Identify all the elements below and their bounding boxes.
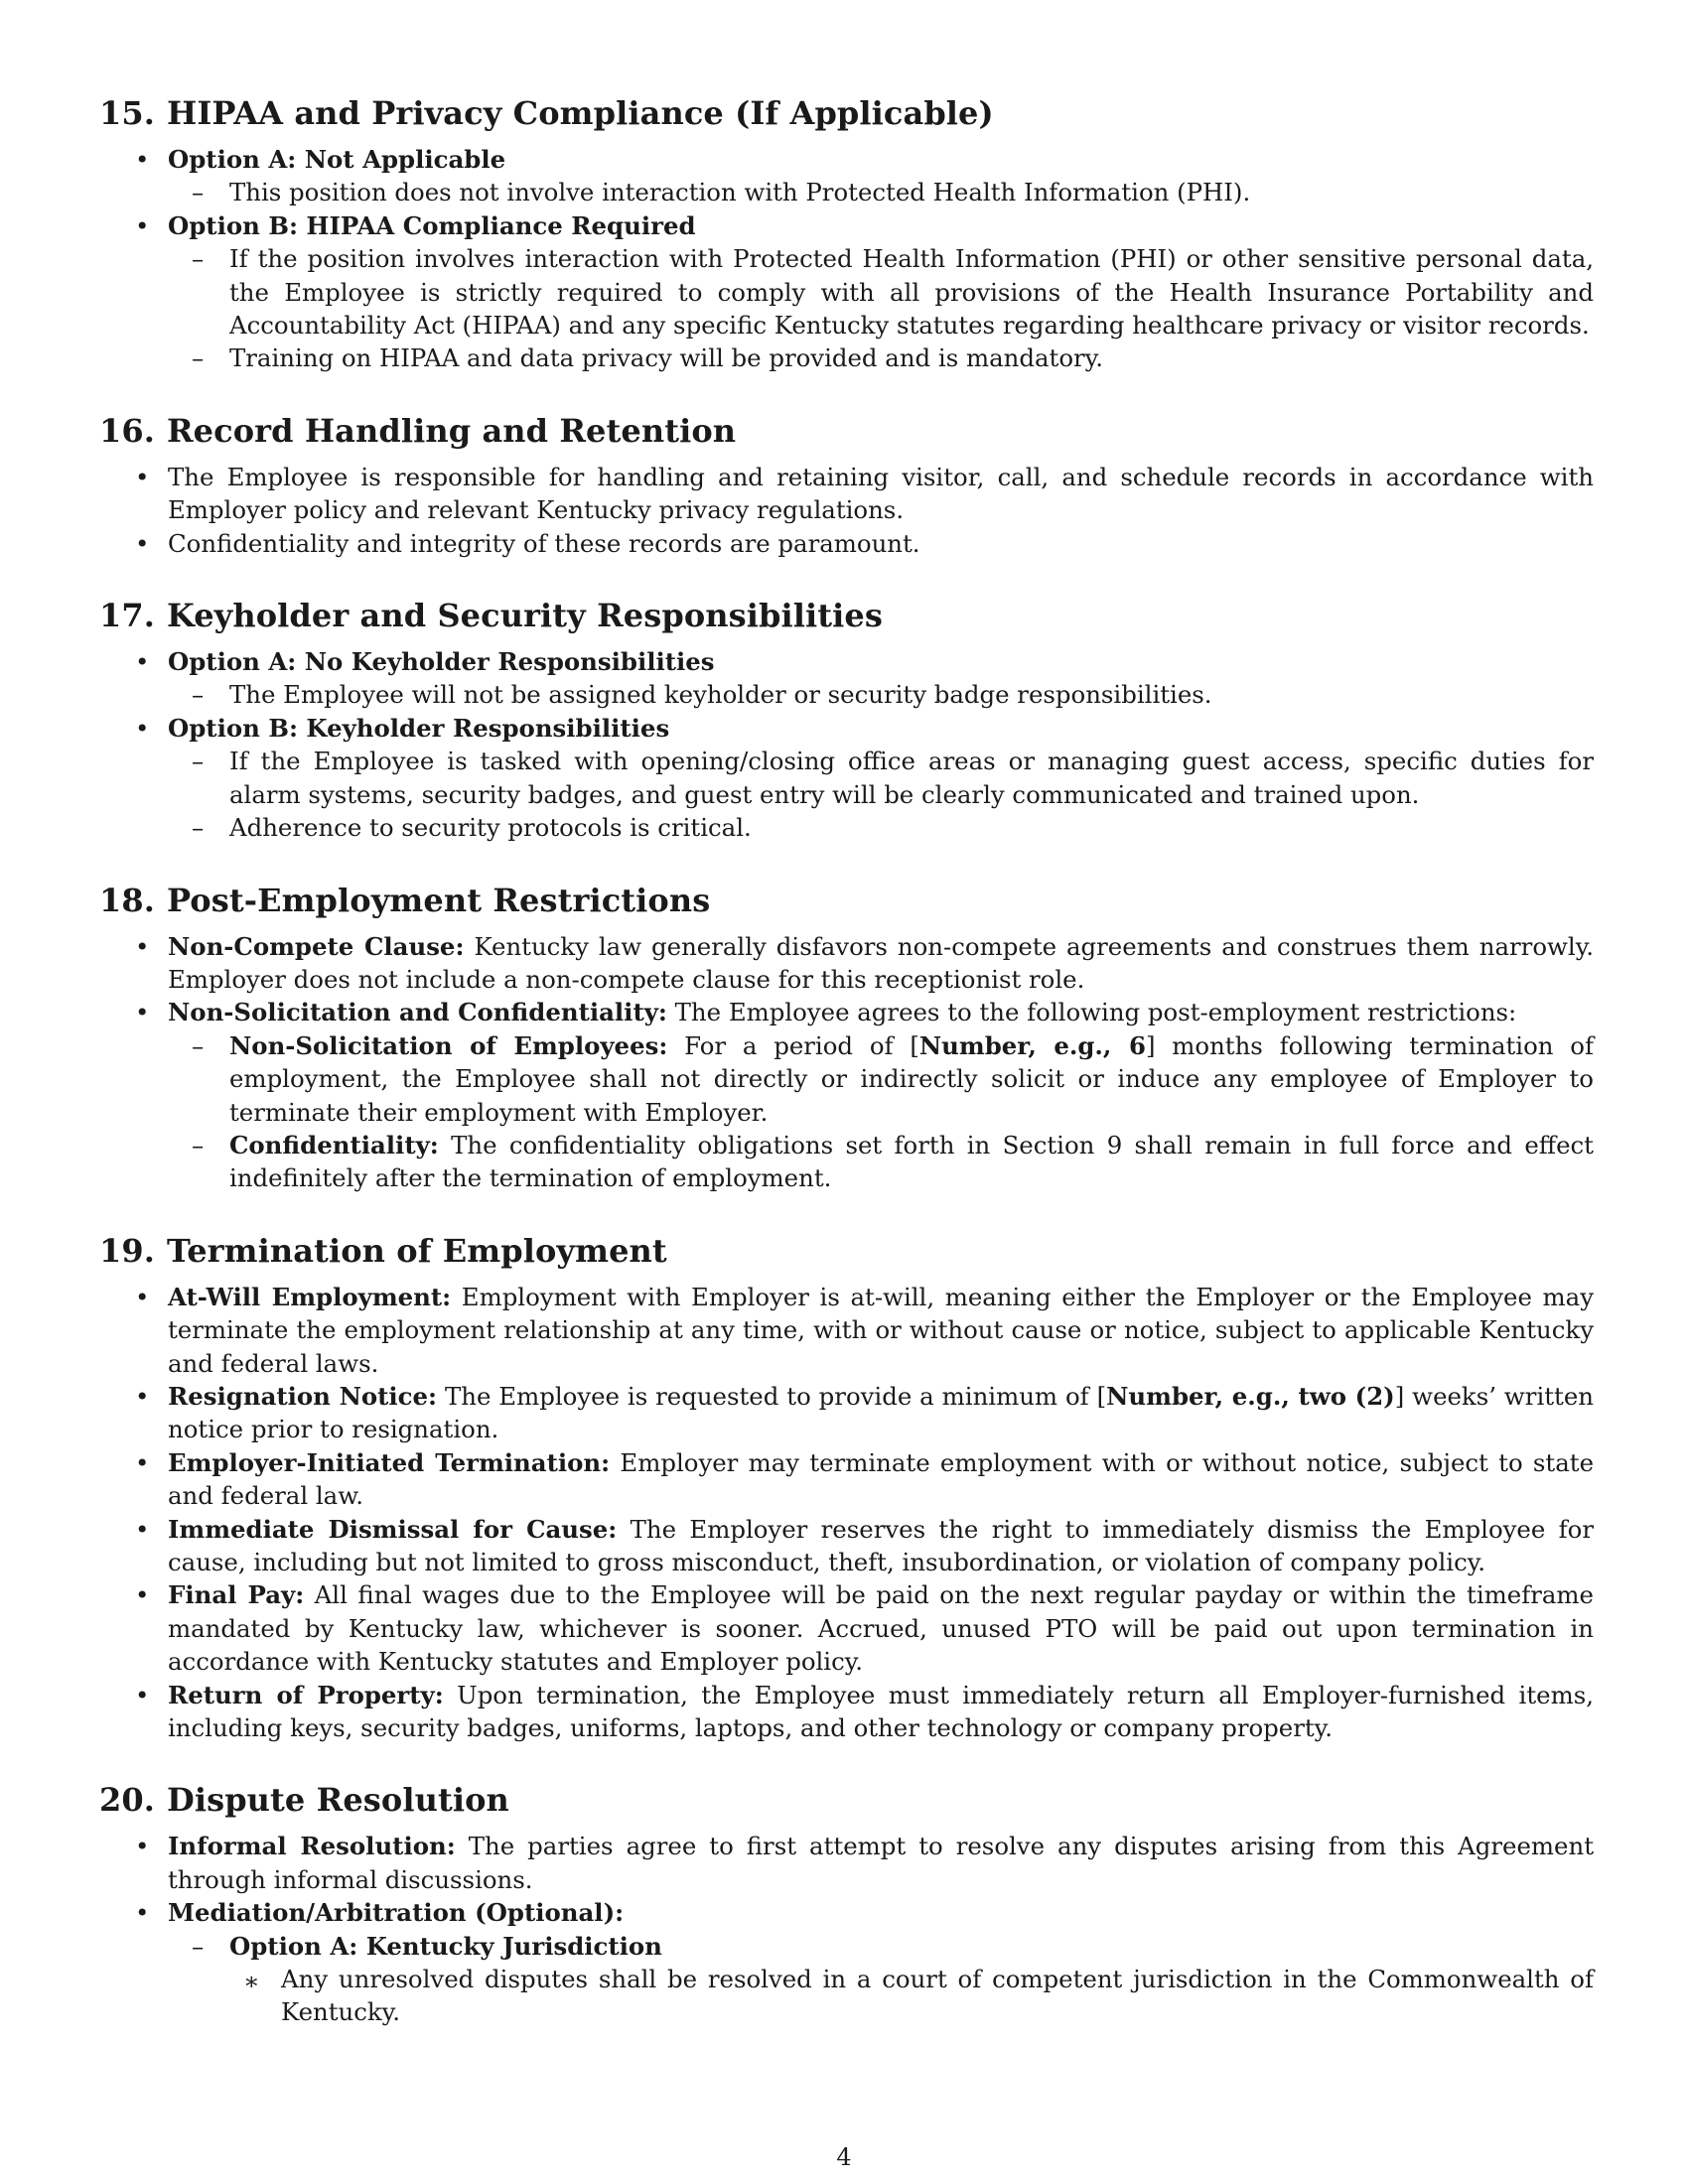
- list-item: – If the Employee is tasked with opening/closing office areas or managing guest access, specific duties for alarm systems, security badges, and guest entry will be clearly communicated and trained upon.: [192, 747, 1594, 809]
- bullet-icon: •: [135, 1832, 150, 1861]
- bullet-icon: •: [135, 931, 150, 961]
- bullet-icon: •: [135, 1898, 150, 1928]
- list-item: • Confidentiality and integrity of these records are paramount.: [99, 527, 1594, 560]
- section-heading: 20. Dispute Resolution: [99, 1781, 509, 1820]
- dash-icon: –: [192, 1130, 205, 1160]
- section-20: [99, 1778, 1594, 2028]
- list-item: – Training on HIPAA and data privacy will be provided and is mandatory.: [168, 341, 1594, 374]
- list-item: – This position does not involve interaction with Protected Health Information (PHI).: [168, 176, 1594, 208]
- bullet-icon: •: [135, 210, 150, 240]
- dash-icon: –: [192, 343, 205, 373]
- bullet-icon: •: [135, 1514, 150, 1544]
- list-item: • Informal Resolution: The parties agree to first attempt to resolve any disputes arising from this Agreement through informal discussions.: [135, 1832, 1594, 1894]
- bullet-icon: •: [135, 713, 150, 743]
- dash-icon: –: [192, 813, 205, 843]
- bullet-icon: •: [135, 647, 150, 677]
- section-heading: 15. HIPAA and Privacy Compliance (If Applicable): [99, 94, 994, 132]
- dash-icon: –: [192, 244, 205, 274]
- section-heading: 16. Record Handling and Retention: [99, 411, 737, 450]
- page-number: 4: [836, 2143, 852, 2171]
- list-item: – Confidentiality: The confidentiality obligations set forth in Section 9 shall remain in full force and effect indefinitely after the termination of employment.: [192, 1130, 1594, 1193]
- bullet-icon: •: [135, 998, 150, 1027]
- bullet-icon: •: [135, 528, 150, 558]
- bullet-icon: •: [135, 1282, 150, 1311]
- section-17: [99, 594, 1594, 844]
- list-item: – Non-Solicitation of Employees: For a period of [Number, e.g., 6] months following termination of employment, the Employee shall not directly or indirectly solicit or induce any employee of Employer to terminate their employment with Employer.: [192, 1030, 1594, 1127]
- section-heading: 17. Keyholder and Security Responsibilities: [99, 597, 883, 635]
- list-item: • Resignation Notice: The Employee is requested to provide a minimum of [Number, e.g., two (2)] weeks’ written notice prior to resignation.: [135, 1381, 1594, 1444]
- list-item: • Final Pay: All final wages due to the Employee will be paid on the next regular payday or within the timeframe mandated by Kentucky law, whichever is sooner. Accrued, unused PTO will be paid out upon termination in accordance with Kentucky statutes and Employer policy.: [135, 1580, 1594, 1677]
- list-item: • Return of Property: Upon termination, the Employee must immediately return all Employer-furnished items, including keys, security badges, uniforms, laptops, and other technology or company property.: [135, 1680, 1594, 1743]
- section-19: [99, 1229, 1594, 1745]
- list-item: • Non-Compete Clause: Kentucky law generally disfavors non-compete agreements and construes them narrowly. Employer does not include a non-compete clause for this receptionist role.: [135, 931, 1594, 994]
- bullet-icon: •: [135, 145, 150, 174]
- section-heading: 19. Termination of Employment: [99, 1231, 667, 1270]
- dash-icon: –: [192, 1030, 205, 1060]
- section-heading: 18. Post-Employment Restrictions: [99, 881, 711, 919]
- bullet-icon: •: [135, 1381, 150, 1411]
- list-item: • At-Will Employment: Employment with Employer is at-will, meaning either the Employer or the Employee may terminate the employment relationship at any time, with or without cause or notice, subject to applicable Kentucky and federal laws.: [135, 1282, 1594, 1378]
- bullet-icon: •: [135, 462, 150, 491]
- list-item: • Option B: HIPAA Compliance Required – If the position involves interaction with Protected Health Information (PHI) or other sensitive personal data, the Employee is strictly required to comply with all provisions of the Health Insurance Portability and Accountability Act (HIPAA) and any specific Kentucky statutes regarding healthcare privacy or visitor records. – Training on HIPAA and data privacy will be provided and is mandatory.: [99, 209, 1594, 375]
- list-item: • Option B: Keyholder Responsibilities – If the Employee is tasked with opening/closing office areas or managing guest access, specific duties for alarm systems, security badges, and guest entry will be clearly communicated and trained upon. – Adherence to security protocols is critical.: [99, 712, 1594, 845]
- list-item: • Option A: Not Applicable – This position does not involve interaction with Protected Health Information (PHI).: [99, 143, 1594, 209]
- list-item: • Non-Solicitation and Confidentiality: The Employee agrees to the following post-employment restrictions: – Non-Solicitation of Employees: For a period of [Number, e.g., 6] months following termination of employment, the Employee shall not directly or indirectly solicit or induce any employee of Employer to terminate their employment with Employer. – Confidentiality: The confidentiality obligations set forth in Section 9 shall remain in full force and effect indefinitely after the termination of employment.: [99, 996, 1594, 1194]
- bullet-icon: •: [135, 1447, 150, 1477]
- bullet-icon: •: [135, 1580, 150, 1610]
- list-item: • Mediation/Arbitration (Optional): – Option A: Kentucky Jurisdiction ∗ Any unresolved disputes shall be resolved in a court of competent jurisdiction in the Commonwealth of Kentucky.: [99, 1896, 1594, 2029]
- dash-icon: –: [192, 178, 205, 207]
- document-body: [99, 91, 1594, 2063]
- list-item: ∗ Any unresolved disputes shall be resolved in a court of competent jurisdiction in the Commonwealth of Kentucky.: [243, 1965, 1594, 2027]
- list-item: – The Employee will not be assigned keyholder or security badge responsibilities.: [168, 678, 1594, 711]
- dash-icon: –: [192, 680, 205, 710]
- list-item: • Immediate Dismissal for Cause: The Employer reserves the right to immediately dismiss the Employee for cause, including but not limited to gross misconduct, theft, insubordination, or violation of company policy.: [135, 1514, 1595, 1576]
- list-item: – If the position involves interaction with Protected Health Information (PHI) or other sensitive personal data, the Employee is strictly required to comply with all provisions of the Health Insurance Portability and Accountability Act (HIPAA) and any specific Kentucky statutes regarding healthcare privacy or visitor records.: [192, 244, 1594, 341]
- section-15: [99, 91, 1594, 375]
- list-item: – Option A: Kentucky Jurisdiction ∗ Any unresolved disputes shall be resolved in a court of competent jurisdiction in the Commonwealth of Kentucky.: [168, 1930, 1594, 2029]
- bullet-icon: •: [135, 1680, 150, 1709]
- dash-icon: –: [192, 1931, 205, 1961]
- section-16: [99, 409, 1594, 560]
- list-item: • The Employee is responsible for handling and retaining visitor, call, and schedule records in accordance with Employer policy and relevant Kentucky privacy regulations.: [135, 462, 1594, 525]
- list-item: • Employer-Initiated Termination: Employer may terminate employment with or without notice, subject to state and federal law.: [135, 1447, 1594, 1511]
- asterisk-icon: ∗: [243, 1967, 260, 1996]
- list-item: – Adherence to security protocols is critical.: [168, 811, 1594, 844]
- dash-icon: –: [192, 747, 205, 776]
- section-18: [99, 879, 1594, 1195]
- list-item: • Option A: No Keyholder Responsibilities – The Employee will not be assigned keyholder or security badge responsibilities.: [99, 645, 1594, 712]
